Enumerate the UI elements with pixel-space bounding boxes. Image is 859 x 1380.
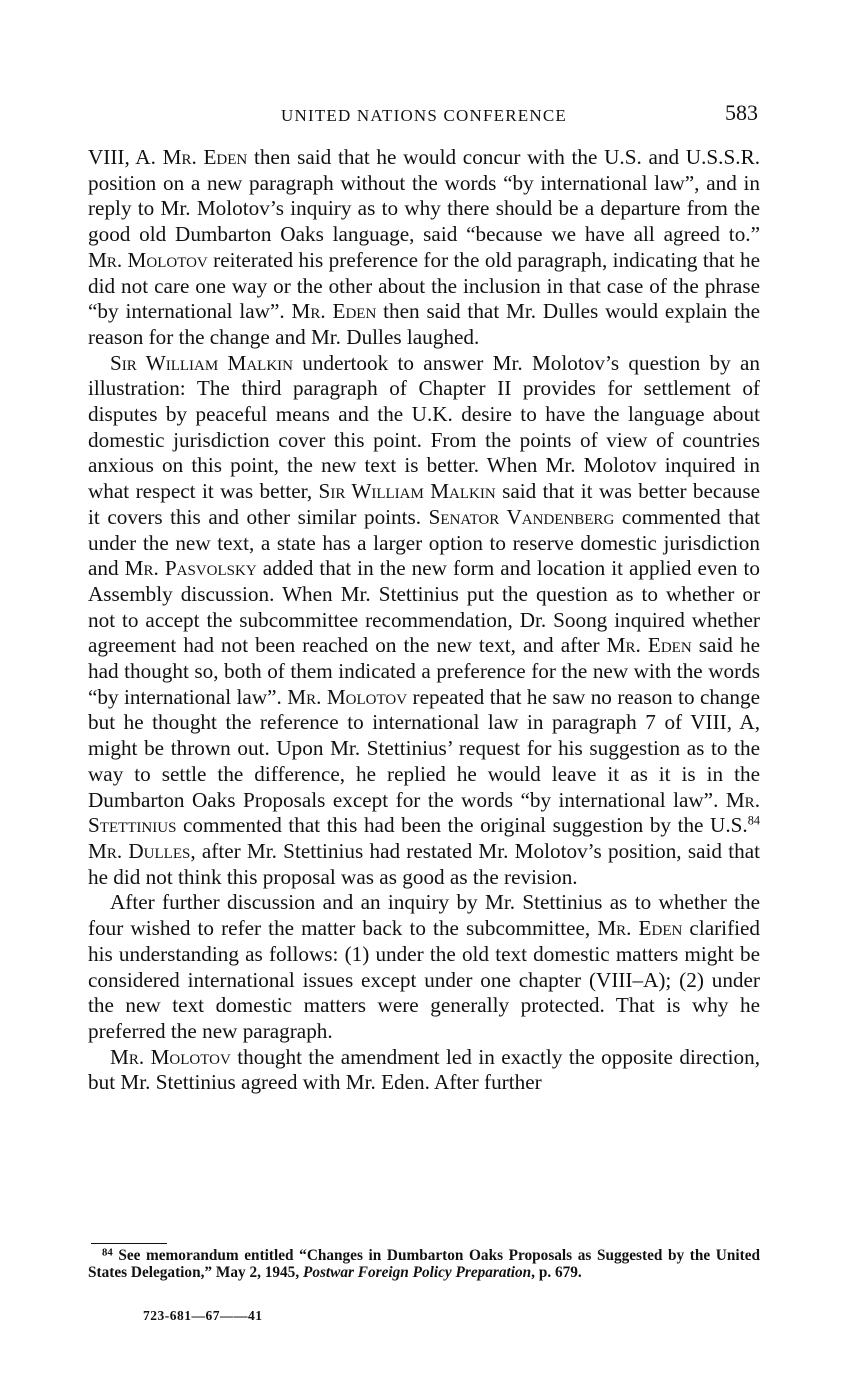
text-run: then said that he would concur with the U.S. and U.S.S.R. position on a new paragraph without the words “by international law”, and in reply to Mr. Molotov’s inquiry as to why there should be a departure from the good old Dumbarton Oaks language, said “because we have all agreed to.”: [88, 145, 760, 247]
speaker-name: Sir William Malkin: [318, 479, 496, 504]
paragraph-2: [88, 351, 760, 891]
page-number: 583: [725, 100, 758, 125]
speaker-name: Mr. Molotov: [88, 247, 208, 272]
speaker-name: Mr. Pasvolsky: [124, 556, 257, 581]
footnote-reference[interactable]: 84: [747, 813, 760, 828]
text-run: said he had thought so, both of them indicated a preference for the new with the words “by international law”.: [88, 633, 760, 709]
paragraph-3: [88, 890, 760, 1044]
text-run: VIII, A.: [88, 145, 163, 169]
footnote-divider: [91, 1243, 167, 1244]
text-run: said that it was better because it covers this and other similar points.: [88, 479, 760, 529]
print-code: 723-681—67——41: [143, 1308, 263, 1323]
speaker-name: Mr. Eden: [606, 633, 692, 658]
speaker-name: Mr. Molotov: [287, 684, 408, 709]
speaker-name: Mr. Dulles: [88, 838, 191, 863]
footnote-marker: 84: [102, 1246, 113, 1259]
speaker-name: Mr. Molotov: [110, 1044, 231, 1069]
text-run: thought the amendment led in exactly the opposite direction, but Mr. Stettinius agreed with Mr. Eden. After further: [88, 1044, 760, 1095]
paragraph-1: [88, 145, 760, 351]
running-head: UNITED NATIONS CONFERENCE: [281, 106, 567, 125]
text-run: then said that Mr. Dulles would explain the reason for the change and Mr. Dulles laughed.: [88, 299, 760, 349]
text-run: reiterated his preference for the old paragraph, indicating that he did not care one way or the other about the inclusion in that case of the phrase “by international law”.: [88, 247, 760, 324]
paragraph-4: [88, 1045, 760, 1096]
speaker-name: Mr. Eden: [597, 916, 683, 941]
footnote-citation-title: Postwar Foreign Policy Preparation: [302, 1263, 532, 1281]
text-run: , after Mr. Stettinius had restated Mr. Molotov’s position, said that he did not think this proposal was as good as the revision.: [88, 838, 760, 889]
speaker-name: Sir William Malkin: [110, 350, 293, 375]
text-run: added that in the new form and location it applied even to Assembly discussion. When Mr. Stettinius put the question as to whether or not to accept the subcommittee recommendation, Dr. Soong inquired whether agreement had not been reached on the new text, and after: [88, 556, 761, 658]
speaker-name: Mr. Eden: [291, 299, 377, 324]
footnote: [88, 1248, 760, 1282]
body-text: [88, 145, 760, 1096]
text-run: undertook to answer Mr. Molotov’s question by an illustration: The third paragraph of Chapter II provides for settlement of disputes by peaceful means and the U.K. desire to have the language about domestic jurisdiction cover this point. From the points of view of countries anxious on this point, the new text is better. When Mr. Molotov inquired in what respect it was better,: [88, 350, 760, 504]
text-run: commented that this had been the original suggestion by the U.S.: [176, 813, 748, 838]
speaker-name: Senator Vandenberg: [428, 504, 615, 529]
footnote-text: See memorandum entitled “Changes in Dumbarton Oaks Proposals as Suggested by the United States Delegation,” May 2, 1945,: [88, 1247, 760, 1281]
text-run: commented that under the new text, a state has a larger option to reserve domestic jurisdiction and: [88, 504, 760, 581]
text-run: clarified his understanding as follows: (1) under the old text domestic matters might be considered international issues except under one chapter (VIII–A); (2) under the new text domestic matters were generally protected. That is why he preferred the new paragraph.: [88, 916, 761, 1043]
speaker-name: Mr. Eden: [162, 145, 248, 169]
footnote-text-tail: , p. 679.: [531, 1263, 582, 1281]
text-run: repeated that he saw no reason to change but he thought the reference to international law in paragraph 7 of VIII, A, might be thrown out. Upon Mr. Stettinius’ request for his suggestion as to the way to settle the difference, he replied he would leave it as it is in the Dumbarton Oaks Proposals except for the words “by international law”.: [88, 684, 760, 812]
page-header: [88, 100, 760, 134]
speaker-name: Mr. Stettinius: [88, 787, 760, 838]
text-run: After further discussion and an inquiry by Mr. Stettinius as to whether the four wished to refer the matter back to the subcommittee,: [88, 890, 760, 941]
